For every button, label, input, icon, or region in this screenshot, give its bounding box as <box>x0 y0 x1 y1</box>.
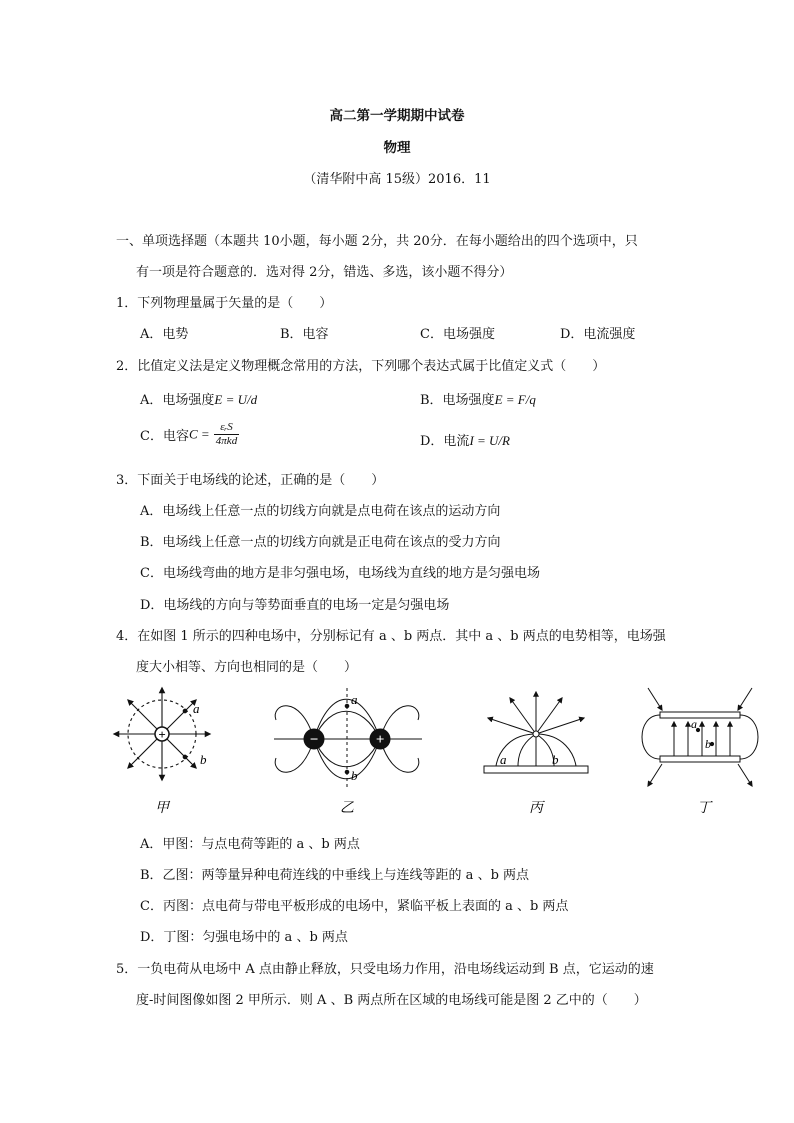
q3-stem: 3．下面关于电场线的论述，正确的是（ ） <box>116 473 385 488</box>
ding-upper-plate <box>660 712 740 718</box>
q2-c-fraction <box>214 421 239 448</box>
figure-yi <box>274 688 422 790</box>
yi-point-b: b <box>351 768 358 783</box>
yi-plus-sign: + <box>375 732 385 748</box>
q4-stem-line1: 4．在如图 1 所示的四种电场中，分别标记有 a 、b 两点．其中 a 、b 两点的电势相等，电场强 <box>116 629 666 644</box>
q2-d-formula: I = U/R <box>469 433 510 448</box>
q1-option-a: A．电势 <box>140 327 189 342</box>
q4-option-c: C．丙图：点电荷与带电平板形成的电场中，紧临平板上表面的 a 、b 两点 <box>140 899 569 914</box>
q5-stem-line1: 5．一负电荷从电场中 A 点由静止释放，只受电场力作用，沿电场线运动到 B 点，它运动的速 <box>116 962 654 977</box>
jia-point-a: a <box>193 701 200 716</box>
q4-option-b: B．乙图：两等量异种电荷连线的中垂线上与连线等距的 a 、b 两点 <box>140 868 530 883</box>
bing-point-a: a <box>500 752 507 767</box>
q2-option-c <box>140 421 239 448</box>
jia-plus-sign: + <box>158 727 166 742</box>
q4-option-a: A．甲图：与点电荷等距的 a 、b 两点 <box>140 837 360 852</box>
q2-d-prefix: D．电流 <box>420 434 470 449</box>
section-heading-line2: 有一项是符合题意的．选对得 2分，错选、多选，该小题不得分） <box>136 265 513 280</box>
q1-option-b: B．电容 <box>280 327 329 342</box>
q4-stem-line2: 度大小相等、方向也相同的是（ ） <box>136 660 358 675</box>
ding-point-b: b <box>705 737 711 751</box>
q1-option-c: C．电场强度 <box>420 327 495 342</box>
q2-b-prefix: B．电场强度 <box>420 393 495 408</box>
q3-option-d: D．电场线的方向与等势面垂直的电场一定是匀强电场 <box>140 598 450 613</box>
subject-title: 物理 <box>383 140 411 156</box>
bing-charged-plate <box>484 766 588 773</box>
label-jia: 甲 <box>155 800 169 816</box>
figure-ding <box>642 688 758 786</box>
school-line: （清华附中高 15级）2016．11 <box>303 172 491 187</box>
q2-stem: 2．比值定义法是定义物理概念常用的方法，下列哪个表达式属于比值定义式（ ） <box>116 359 606 374</box>
q2-a-formula: E = U/d <box>214 392 258 407</box>
q3-option-b: B．电场线上任意一点的切线方向就是正电荷在该点的受力方向 <box>140 535 501 550</box>
q2-c-lhs: C = <box>188 426 210 442</box>
q5-stem-line2: 度-时间图像如图 2 甲所示．则 A 、B 两点所在区域的电场线可能是图 2 乙中的（ ） <box>136 993 647 1008</box>
q3-option-c: C．电场线弯曲的地方是非匀强电场，电场线为直线的地方是匀强电场 <box>140 566 540 581</box>
ding-lower-plate <box>660 756 740 762</box>
label-bing: 丙 <box>529 800 543 816</box>
exam-title: 高二第一学期期中试卷 <box>329 108 465 124</box>
q1-stem: 1．下列物理量属于矢量的是（ ） <box>116 296 333 311</box>
figure-1 <box>100 684 780 816</box>
q2-a-prefix: A．电场强度 <box>140 393 215 408</box>
q2-option-b <box>420 389 536 408</box>
q2-c-denominator: 4πkd <box>215 435 238 447</box>
yi-point-a: a <box>351 692 358 707</box>
label-yi: 乙 <box>340 800 354 816</box>
q2-option-a <box>140 389 257 408</box>
q3-option-a: A．电场线上任意一点的切线方向就是点电荷在该点的运动方向 <box>140 504 501 519</box>
section-heading-line1: 一、单项选择题（本题共 10小题，每小题 2分，共 20分．在每小题给出的四个选项中，只 <box>116 234 638 249</box>
bing-point-charge <box>533 731 539 737</box>
jia-point-b: b <box>200 752 207 767</box>
ding-point-a: a <box>691 717 697 731</box>
yi-minus-sign: − <box>309 732 319 748</box>
bing-point-b: b <box>552 752 559 767</box>
q1-option-d: D．电流强度 <box>560 327 636 342</box>
q2-c-prefix: C．电容 <box>140 429 189 444</box>
q4-option-d: D．丁图：匀强电场中的 a 、b 两点 <box>140 930 348 945</box>
q2-c-numerator: εᵣS <box>214 421 239 435</box>
q2-b-formula: E = F/q <box>494 392 536 407</box>
label-ding: 丁 <box>697 800 711 816</box>
q2-option-d <box>420 430 510 449</box>
